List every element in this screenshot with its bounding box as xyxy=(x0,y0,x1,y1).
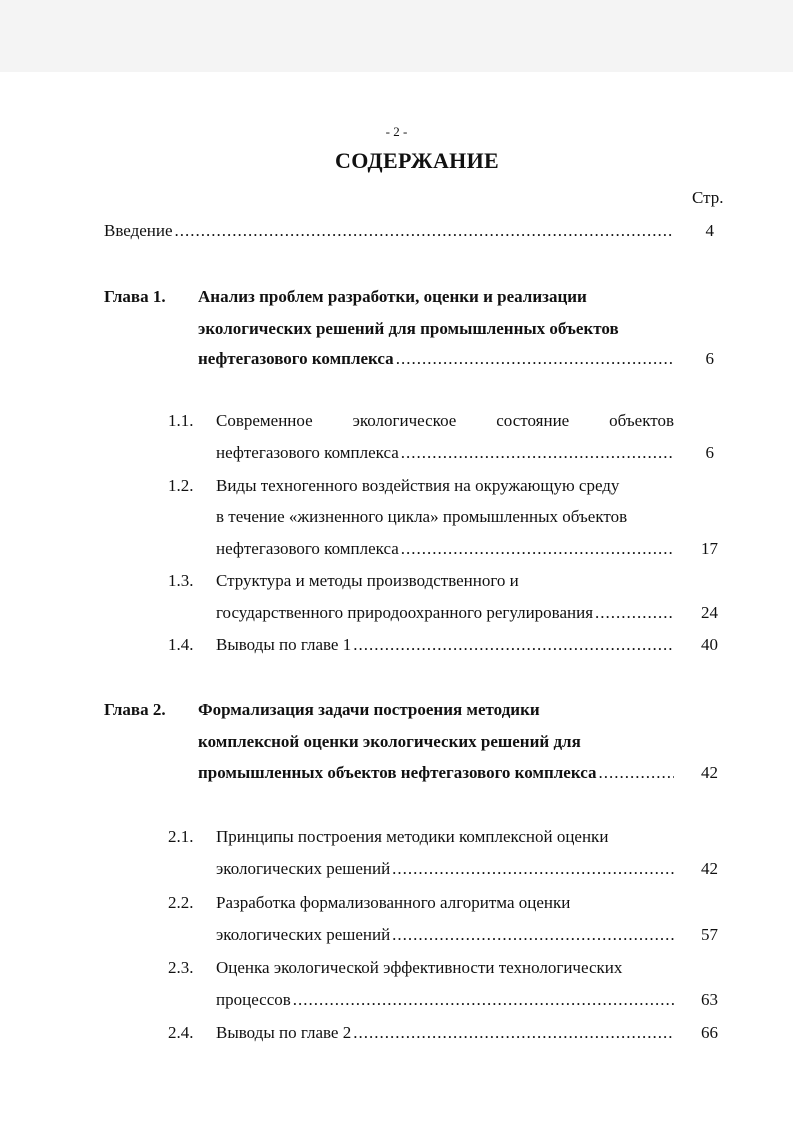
section-number: 1.4. xyxy=(168,635,194,654)
toc-page-number: 40 xyxy=(701,635,718,654)
chapter-title-line: промышленных объектов нефтегазового комплекса xyxy=(198,763,597,782)
section-title-line xyxy=(216,409,674,433)
chapter-title-line: нефтегазового комплекса xyxy=(198,349,394,368)
section-number: 2.3. xyxy=(168,958,194,977)
section-title-line: в течение «жизненного цикла» промышленных объектов xyxy=(216,507,628,526)
page-column-header: Стр. xyxy=(692,188,724,207)
section-title-word: экологическое xyxy=(352,411,457,430)
section-number: 1.2. xyxy=(168,476,194,495)
chapter-title-line: Формализация задачи построения методики xyxy=(198,700,540,719)
section-title-line: процессов xyxy=(216,990,291,1009)
chapter-title-line: комплексной оценки экологических решений для xyxy=(198,732,581,751)
section-title-last-line xyxy=(216,923,674,947)
scan-margin xyxy=(0,0,793,72)
section-title-word: объектов xyxy=(609,411,674,430)
section-number: 2.2. xyxy=(168,893,194,912)
toc-page-number: 42 xyxy=(701,859,718,878)
section-title-line: Оценка экологической эффективности технологических xyxy=(216,958,623,977)
chapter-title-last-line xyxy=(198,761,674,785)
chapter-label: Глава 1. xyxy=(104,287,166,306)
section-title-line: Структура и методы производственного и xyxy=(216,571,519,590)
section-title-line: нефтегазового комплекса xyxy=(216,443,399,462)
chapter-title-line: экологических решений для промышленных объектов xyxy=(198,319,619,338)
toc-page-number: 57 xyxy=(701,925,718,944)
section-title-last-line xyxy=(216,633,674,657)
section-title-word: состояние xyxy=(496,411,570,430)
section-number: 1.3. xyxy=(168,571,194,590)
section-title-last-line xyxy=(216,441,674,465)
section-title-line: государственного природоохранного регулирования xyxy=(216,603,594,622)
section-title-word: Современное xyxy=(216,411,313,430)
toc-page-number: 24 xyxy=(701,603,718,622)
toc-page-number: 6 xyxy=(705,349,714,368)
toc-page-number: 4 xyxy=(705,221,714,240)
toc-entry-title: Введение xyxy=(104,221,173,240)
toc-entry-intro xyxy=(104,219,674,243)
page-number: - 2 - xyxy=(385,124,408,139)
section-title-last-line xyxy=(216,1021,674,1045)
toc-page-number: 42 xyxy=(701,763,718,782)
section-title-last-line xyxy=(216,988,674,1012)
section-title-line: Разработка формализованного алгоритма оценки xyxy=(216,893,571,912)
page-title: СОДЕРЖАНИЕ xyxy=(335,148,499,173)
section-title-last-line xyxy=(216,857,674,881)
section-title-last-line xyxy=(216,537,674,561)
section-title-line: Выводы по главе 2 xyxy=(216,1023,352,1042)
section-title-line: Выводы по главе 1 xyxy=(216,635,352,654)
chapter-title-last-line xyxy=(198,347,674,371)
chapter-label: Глава 2. xyxy=(104,700,166,719)
section-number: 2.1. xyxy=(168,827,194,846)
section-number: 1.1. xyxy=(168,411,194,430)
toc-page-number: 66 xyxy=(701,1023,718,1042)
toc-page-number: 63 xyxy=(701,990,718,1009)
section-title-line: Виды техногенного воздействия на окружающую среду xyxy=(216,476,620,495)
section-number: 2.4. xyxy=(168,1023,194,1042)
toc-page-number: 17 xyxy=(701,539,718,558)
section-title-line: экологических решений xyxy=(216,859,391,878)
section-title-line: Принципы построения методики комплексной оценки xyxy=(216,827,609,846)
toc-page-number: 6 xyxy=(705,443,714,462)
chapter-title-line: Анализ проблем разработки, оценки и реализации xyxy=(198,287,587,306)
section-title-line: экологических решений xyxy=(216,925,391,944)
section-title-last-line xyxy=(216,601,674,625)
section-title-line: нефтегазового комплекса xyxy=(216,539,399,558)
